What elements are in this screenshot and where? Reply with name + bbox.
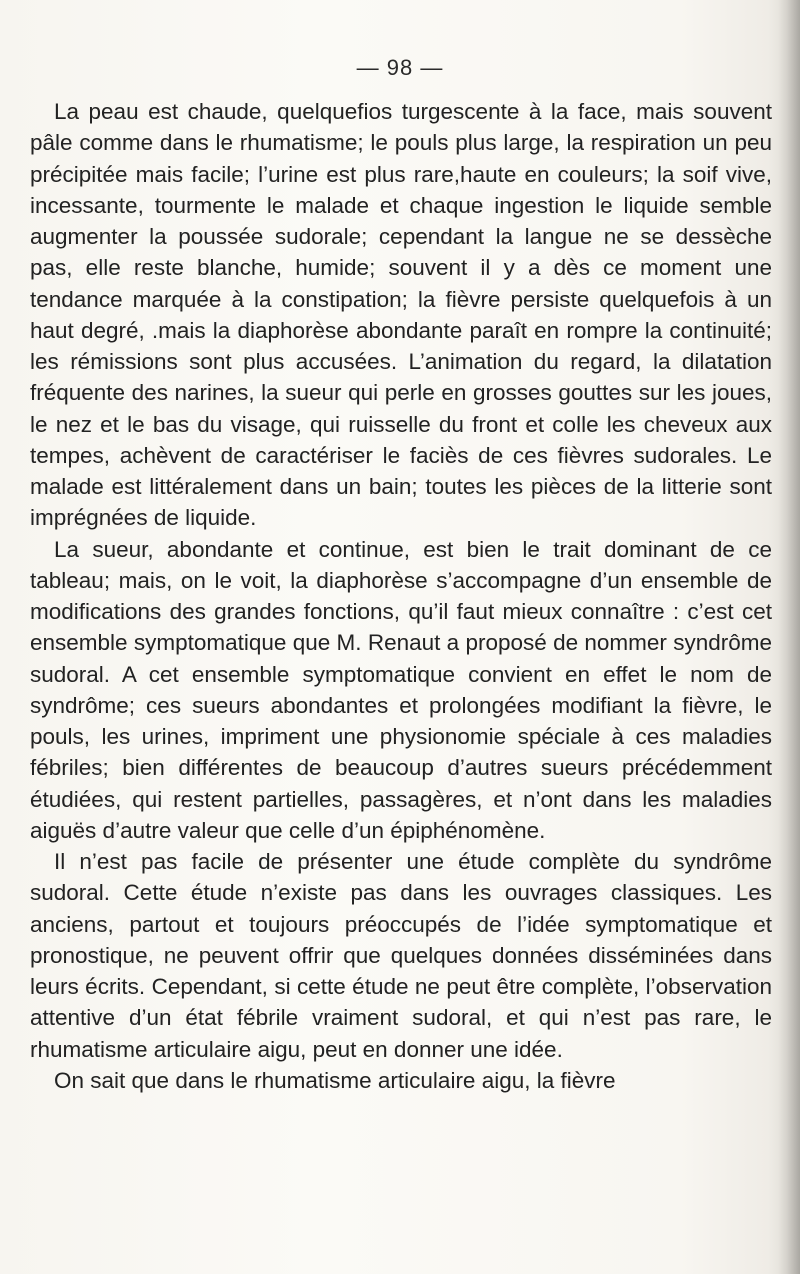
paragraph-3: Il n’est pas facile de présenter une étude complète du syndrôme sudoral. Cette étude n’existe pas dans les ouvrages classiques. Les anciens, partout et toujours préoccupés de l’idée symptomatique et pronostique, ne peuvent offrir que quelques données disséminées dans leurs écrits. Cependant, si cette étude ne peut être complète, l’observation attentive d’un état fébrile vraiment sudoral, et qui n’est pas rare, le rhumatisme articulaire aigu, peut en donner une idée. — [30, 849, 772, 1062]
paragraph-2: La sueur, abondante et continue, est bien le trait dominant de ce tableau; mais, on le voit, la diaphorèse s’accompagne d’un ensemble de modifications des grandes fonctions, qu’il faut mieux connaître : c’est cet ensemble symptomatique que M. Renaut a proposé de nommer syndrôme sudoral. A cet ensemble symptomatique convient en effet le nom de syndrôme; ces sueurs abondantes et prolongées modifiant la fièvre, le pouls, les urines, impriment une physionomie spéciale à ces maladies fébriles; bien différentes de beaucoup d’autres sueurs précédemment étudiées, qui restent partielles, passagères, et n’ont dans les maladies aiguës d’autre valeur que celle d’un épiphénomène. — [30, 536, 772, 843]
paragraph-1: La peau est chaude, quelquefios turgescente à la face, mais souvent pâle comme dans le rhumatisme; le pouls plus large, la respiration un peu précipitée mais facile; l’urine est plus rare,haute en couleurs; la soif vive, incessante, tourmente le malade et chaque ingestion le liquide semble augmenter la poussée sudorale; cependant la langue ne se dessèche pas, elle reste blanche, humide; souvent il y a dès ce moment une tendance marquée à la constipation; la fièvre persiste quelquefois à un haut degré, .mais la diaphorèse abondante paraît en rompre la continuité; les rémissions sont plus accusées. L’animation du regard, la dilatation fréquente des narines, la sueur qui perle en grosses gouttes sur les joues, le nez et le bas du visage, qui ruisselle du front et colle les cheveux aux tempes, achèvent de caractériser le faciès de ces fièvres sudorales. Le malade est littéralement dans un bain; toutes les pièces de la litterie sont imprégnées de liquide. — [30, 99, 772, 531]
paragraph-4: On sait que dans le rhumatisme articulaire aigu, la fièvre — [54, 1067, 616, 1093]
page-edge-shadow — [778, 0, 800, 1274]
page-number: — 98 — — [356, 55, 444, 80]
body-text — [30, 96, 772, 1096]
